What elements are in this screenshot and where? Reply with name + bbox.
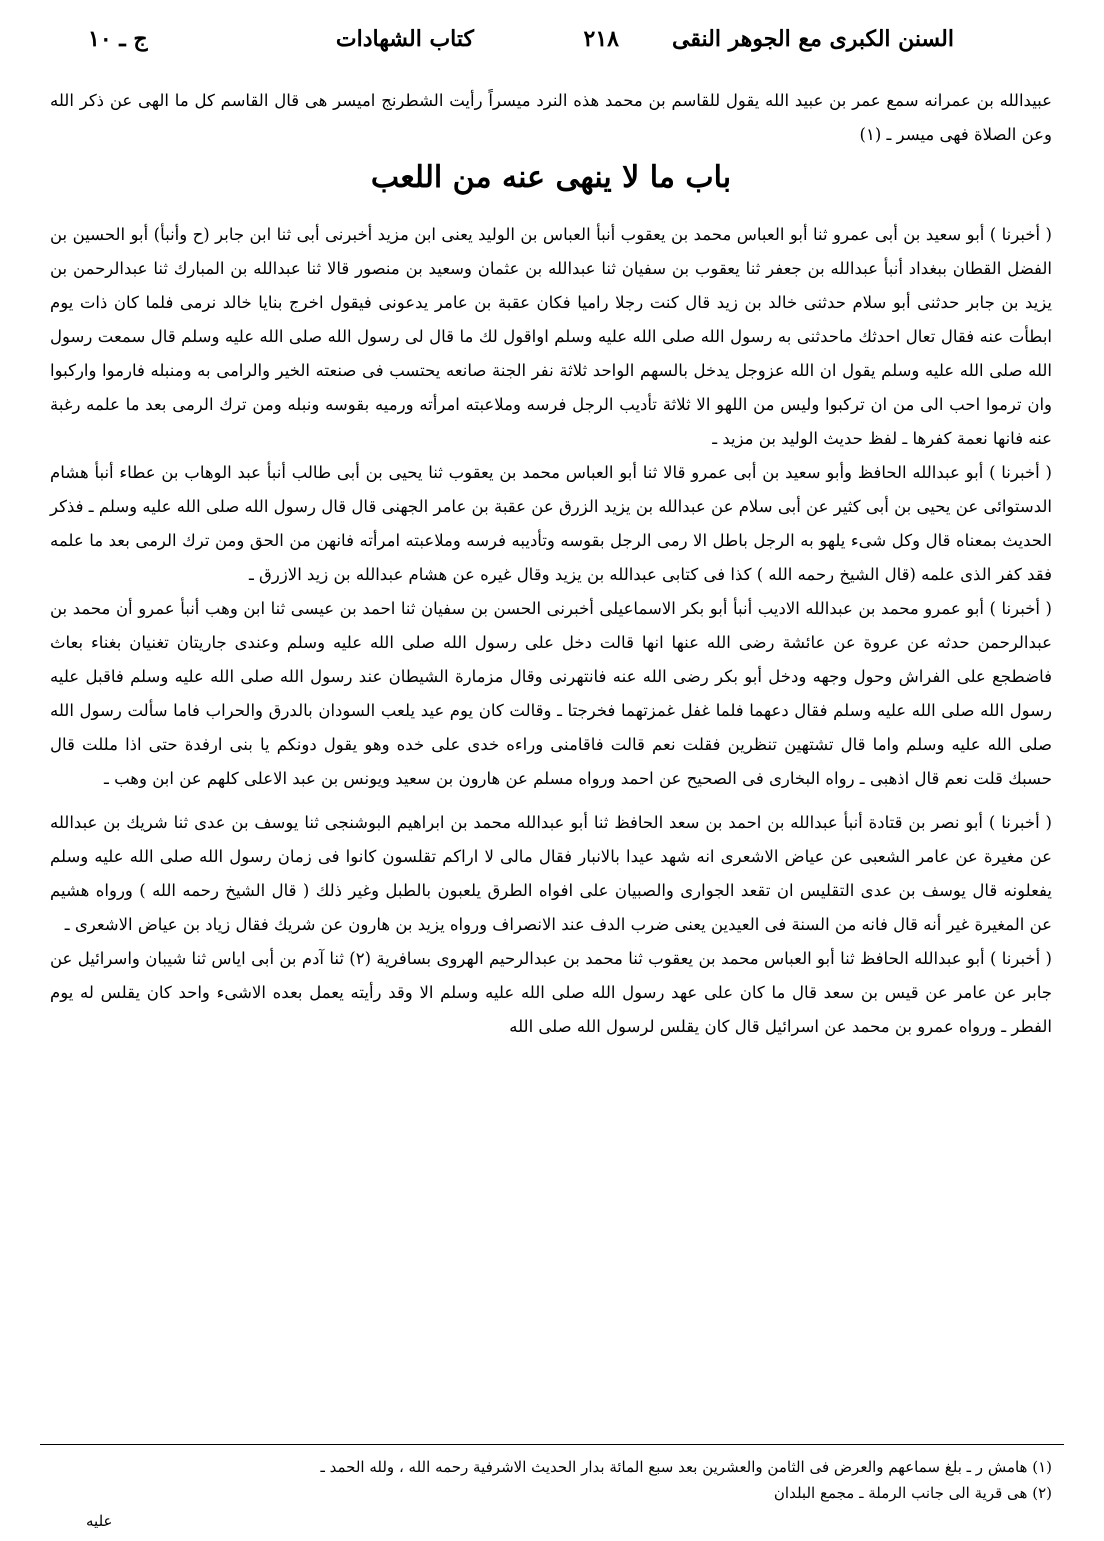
paragraph: ( أخبرنا ) أبو عمرو محمد بن عبدالله الاديب أنبأ أبو بكر الاسماعيلى أخبرنى الحسن بن سفيان ثنا احمد بن عيسى ثنا ابن وهب أنبأ عمرو أن محمد بن عبدالرحمن حدثه عن عروة عن عائشة رضى الله عنها انها قالت دخل على رسول الله صلى الله عليه وسلم وعندى جاريتان تغنيان بغناء بعاث فاضطجع على الفراش وحول وجهه ودخل أبو بكر رضى الله عنه فانتهرنى وقال مزمارة الشيطان عند رسول الله صلى الله عليه وسلم فاقبل عليه رسول الله صلى الله عليه وسلم فقال دعهما فلما غفل غمزتهما فخرجتا ـ وقالت كان يوم عيد يلعب السودان بالدرق والحراب فاما سألت رسول الله صلى الله عليه وسلم واما قال تشتهين تنظرين فقلت نعم قالت فاقامنى وراءه خدى على خده وهو يقول دونكم يا بنى ارفدة حتى اذا مللت قال حسبك قلت نعم قال اذهبى ـ رواه البخارى فى الصحيح عن احمد ورواه مسلم عن هارون بن سعيد ويونس بن عبد الاعلى كلهم عن ابن وهب ـ	[50, 599, 1052, 788]
chapter-title: باب ما لا ينهى عنه من اللعب	[370, 160, 732, 195]
page-number: ٢١٨	[583, 26, 619, 52]
catchword: عليه	[86, 1512, 113, 1530]
paragraph: ( أخبرنا ) أبو نصر بن قتادة أنبأ عبدالله بن احمد بن سعد الحافظ ثنا أبو عبدالله محمد بن ابراهيم البوشنجى ثنا يوسف بن عدى ثنا شريك بن عبدالله عن مغيرة عن عامر الشعبى عن عياض الاشعرى انه شهد عيدا بالانبار فقال مالى لا اراكم تقلسون كانوا فى زمان رسول الله صلى الله عليه وسلم يفعلونه قال يوسف بن عدى التقليس ان تقعد الجوارى والصبيان على افواه الطرق يلعبون بالطبل وغير ذلك ( قال الشيخ رحمه الله ) ورواه هشيم عن المغيرة غير أنه قال فانه من السنة فى العيدين يعنى ضرب الدف عند الانصراف ورواه يزيد بن هارون عن شريك فقال زياد بن عياض الاشعرى ـ	[50, 813, 1052, 934]
book-title: كتاب الشهادات	[335, 26, 474, 52]
volume-number: ج ـ ١٠	[88, 26, 148, 52]
footnotes	[50, 1454, 1052, 1506]
paragraph: عبيدالله بن عمرانه سمع عمر بن عبيد الله يقول للقاسم بن محمد هذه النرد ميسراً رأيت الشطرنج اميسر هى قال القاسم كل ما الهى عن ذكر الله وعن الصلاة فهى ميسر ـ (١)	[50, 91, 1052, 144]
paragraph: ( أخبرنا ) أبو عبدالله الحافظ وأبو سعيد بن أبى عمرو قالا ثنا أبو العباس محمد بن يعقوب ثنا يحيى بن أبى طالب أنبأ عبد الوهاب بن عطاء أنبأ هشام الدستوائى عن يحيى بن أبى كثير عن أبى سلام عن عبدالله بن يزيد الزرق عن عقبة بن عامر الجهنى قال قال رسول الله صلى الله عليه وسلم ـ فذكر الحديث بمعناه قال وكل شىء يلهو به الرجل باطل الا رمى الرجل بقوسه وتأديبه فرسه وملاعبته امرأته فانهن من الحق ومن ترك الرمى بعد ما علمه فقد كفر الذى علمه (قال الشيخ رحمه الله ) كذا فى كتابى عبدالله بن يزيد وقال غيره عن هشام عبدالله بن زيد الازرق ـ	[50, 463, 1052, 584]
footnote: (٢) هى قرية الى جانب الرملة ـ مجمع البلدان	[773, 1484, 1052, 1502]
footnote-divider	[40, 1444, 1064, 1445]
page-header	[88, 26, 954, 66]
main-text	[50, 84, 1052, 1044]
paragraph: ( أخبرنا ) أبو سعيد بن أبى عمرو ثنا أبو العباس محمد بن يعقوب أنبأ العباس بن الوليد يعنى ابن مزيد أخبرنى أبى ثنا ابن جابر (ح وأنبأ) أبو الحسين بن الفضل القطان ببغداد أنبأ عبدالله بن جعفر ثنا يعقوب بن سفيان ثنا عبدالله بن عثمان وسعيد بن منصور قالا ثنا عبدالله بن المبارك ثنا عبدالرحمن بن يزيد بن جابر حدثنى أبو سلام حدثنى خالد بن زيد قال كنت رجلا راميا فكان عقبة بن عامر يدعونى فيقول اخرج بنايا خالد نرمى فلما كان ذات يوم ابطأت عنه فقال تعال احدثك ماحدثنى به رسول الله صلى الله عليه وسلم اواقول لك ما قال لى رسول الله صلى الله عليه وسلم قال سمعت رسول الله صلى الله عليه وسلم يقول ان الله عزوجل يدخل بالسهم الواحد ثلاثة نفر الجنة صانعه يحتسب فى صنعته الخير والرامى به ومنبله فارموا واركبوا وان ترموا احب الى من ان تركبوا وليس من اللهو الا ثلاثة تأديب الرجل فرسه وملاعبته امرأته ورميه بقوسه ونبله ومن ترك الرمى بعد ما علمه رغبة عنه فانها نعمة كفرها ـ لفظ حديث الوليد بن مزيد ـ	[50, 225, 1052, 448]
running-title: السنن الكبرى مع الجوهر النقى	[672, 26, 954, 52]
paragraph: ( أخبرنا ) أبو عبدالله الحافظ ثنا أبو العباس محمد بن يعقوب ثنا محمد بن عبدالرحيم الهروى بسافرية (٢) ثنا آدم بن أبى اياس ثنا شيبان واسرائيل عن جابر عن عامر عن قيس بن سعد قال ما كان على عهد رسول الله صلى الله عليه وسلم الا وقد رأيته يعمل بعده الاشىء واحد كان يقلس له يوم الفطر ـ ورواه عمرو بن محمد عن اسرائيل قال كان يقلس لرسول الله صلى الله	[50, 949, 1052, 1036]
footnote: (١) هامش ر ـ بلغ سماعهم والعرض فى الثامن والعشرين بعد سبع المائة بدار الحديث الاشرفية رحمه الله ، ولله الحمد ـ	[320, 1458, 1052, 1476]
